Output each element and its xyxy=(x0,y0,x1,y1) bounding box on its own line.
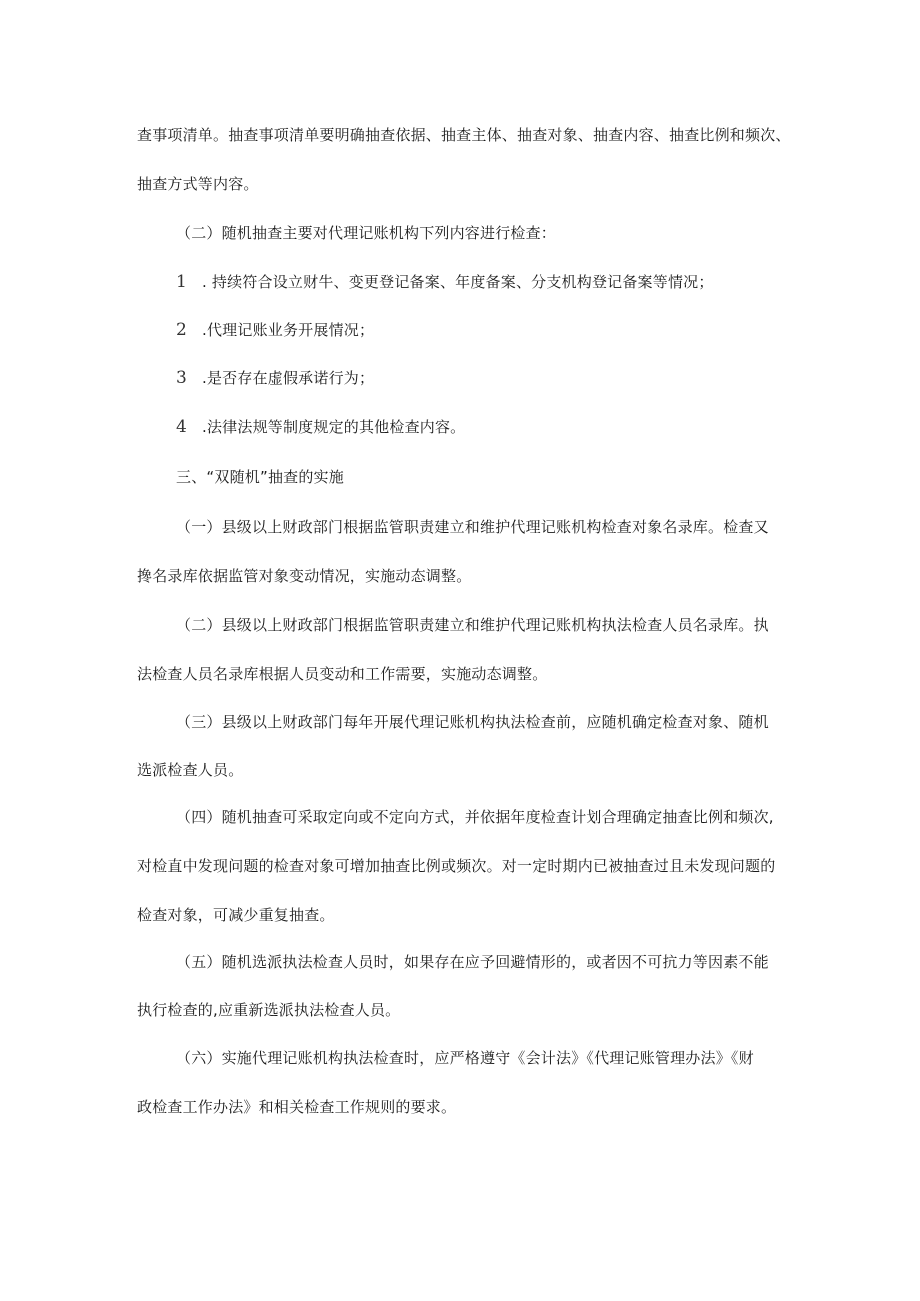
list-item-number: 3 xyxy=(176,368,188,388)
list-item-text: . 持续符合设立财牛、变更登记备案、年度备案、分支机构登记备案等情况； xyxy=(202,273,714,291)
paragraph-line: 抽查方式等内容。 xyxy=(137,175,259,193)
paragraph-line: 执行检查的,应重新选派执法检查人员。 xyxy=(137,1001,401,1019)
section-title: 三、“双随机”抽查的实施 xyxy=(176,468,344,486)
paragraph-line: 查事项清单。抽查事项清单要明确抽查依据、抽查主体、抽查对象、抽查内容、抽查比例和频次、 xyxy=(137,126,791,144)
paragraph-line: 政检查工作办法》和相关检查工作规则的要求。 xyxy=(137,1098,457,1116)
list-item xyxy=(176,368,374,388)
list-item-number: 2 xyxy=(176,320,188,340)
paragraph-line: （五）随机选派执法检查人员时，如果存在应予回避情形的，或者因不可抗力等因素不能 xyxy=(176,953,769,971)
list-item xyxy=(176,320,374,340)
list-item xyxy=(176,417,465,437)
paragraph-line: 对检直中发现问题的检查对象可增加抽查比例或频次。对一定时期内已被抽查过且未发现问题的 xyxy=(137,857,776,875)
list-item-number: 4 xyxy=(176,417,188,437)
paragraph-line: 检查对象，可减少重复抽查。 xyxy=(137,906,335,924)
paragraph-line: （六）实施代理记账机构执法检查时，应严格遵守《会计法》《代理记账管理办法》《财 xyxy=(176,1049,754,1067)
list-item-text: .代理记账业务开展情况； xyxy=(202,321,375,339)
paragraph-line: 选派检查人员。 xyxy=(137,761,244,779)
subsection-heading: （二）随机抽查主要对代理记账机构下列内容进行检查： xyxy=(176,224,557,242)
list-item-number: 1 xyxy=(176,272,188,292)
paragraph-line: （一）县级以上财政部门根据监管职责建立和维护代理记账机构检查对象名录库。检查又 xyxy=(176,518,769,536)
list-item xyxy=(176,272,714,292)
paragraph-line: （四）随机抽查可采取定向或不定向方式，并依据年度检查计划合理确定抽查比例和频次, xyxy=(176,808,774,826)
paragraph-line: 搀名录库依据监管对象变动情况，实施动态调整。 xyxy=(137,567,472,585)
list-item-text: .法律法规等制度规定的其他检查内容。 xyxy=(202,418,466,436)
paragraph-line: （二）县级以上财政部门根据监管职责建立和维护代理记账机构执法检查人员名录库。执 xyxy=(176,616,769,634)
list-item-text: .是否存在虚假承诺行为； xyxy=(202,369,375,387)
paragraph-line: （三）县级以上财政部门每年开展代理记账机构执法检查前，应随机确定检查对象、随机 xyxy=(176,713,769,731)
paragraph-line: 法检查人员名录库根据人员变动和工作需要，实施动态调整。 xyxy=(137,665,548,683)
